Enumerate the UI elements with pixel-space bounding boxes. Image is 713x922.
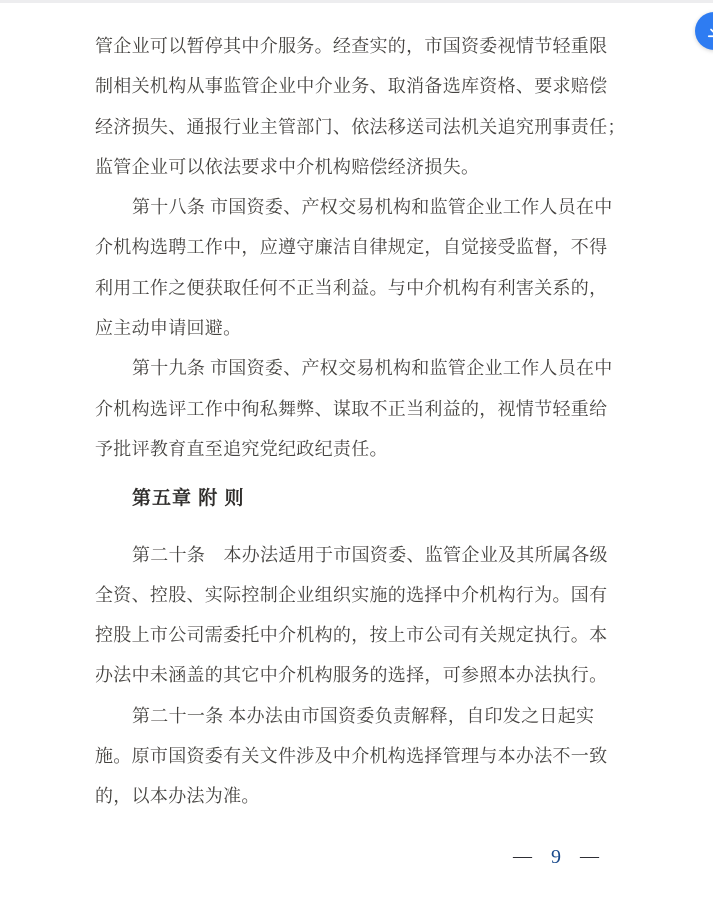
- text-line: 经济损失、通报行业主管部门、依法移送司法机关追究刑事责任；: [95, 116, 626, 137]
- text-line: 介机构选聘工作中，应遵守廉洁自律规定，自觉接受监督，不得: [95, 237, 608, 258]
- paragraph: [95, 696, 627, 817]
- text-line: 介机构选评工作中徇私舞弊、谋取不正当利益的，视情节轻重给: [95, 398, 608, 419]
- page-number: 9: [551, 845, 561, 868]
- document-body: [95, 26, 627, 817]
- page-top-edge: [0, 0, 713, 3]
- text-line: 第十八条 市国资委、产权交易机构和监管企业工作人员在中: [132, 197, 613, 218]
- text-line: 利用工作之便获取任何不正当利益。与中介机构有利害关系的，: [95, 277, 608, 298]
- text-line: 第十九条 市国资委、产权交易机构和监管企业工作人员在中: [132, 358, 613, 379]
- text-line: 管企业可以暂停其中介服务。经查实的，市国资委视情节轻重限: [95, 36, 608, 56]
- text-line: 控股上市公司需委托中介机构的，按上市公司有关规定执行。本: [95, 625, 608, 646]
- text-line: 全资、控股、实际控制企业组织实施的选择中介机构行为。国有: [95, 584, 608, 605]
- text-line: 的，以本办法为准。: [95, 786, 260, 807]
- text-line: 第二十一条 本办法由市国资委负责解释，自印发之日起实: [132, 705, 595, 726]
- footer-right-dash: —: [580, 846, 599, 867]
- footer-left-dash: —: [513, 846, 532, 867]
- paragraph: [95, 26, 627, 187]
- text-line: 第五章 附 则: [132, 488, 245, 510]
- text-line: 第二十条 本办法适用于市国资委、监管企业及其所属各级: [132, 544, 608, 565]
- text-line: 监管企业可以依法要求中介机构赔偿经济损失。: [95, 156, 480, 177]
- text-line: 制相关机构从事监管企业中介业务、取消备选库资格、要求赔偿: [95, 76, 608, 97]
- download-button[interactable]: [695, 12, 713, 50]
- text-line: 应主动申请回避。: [95, 318, 242, 339]
- chapter-heading: [95, 479, 627, 519]
- text-line: 施。原市国资委有关文件涉及中介机构选择管理与本办法不一致: [95, 746, 608, 767]
- paragraph: [95, 187, 627, 348]
- paragraph: [95, 535, 627, 696]
- page-footer: [513, 845, 599, 869]
- paragraph: [95, 348, 627, 469]
- text-line: 办法中未涵盖的其它中介机构服务的选择，可参照本办法执行。: [95, 665, 608, 686]
- download-icon: [705, 22, 713, 40]
- text-line: 予批评教育直至追究党纪政纪责任。: [95, 438, 388, 459]
